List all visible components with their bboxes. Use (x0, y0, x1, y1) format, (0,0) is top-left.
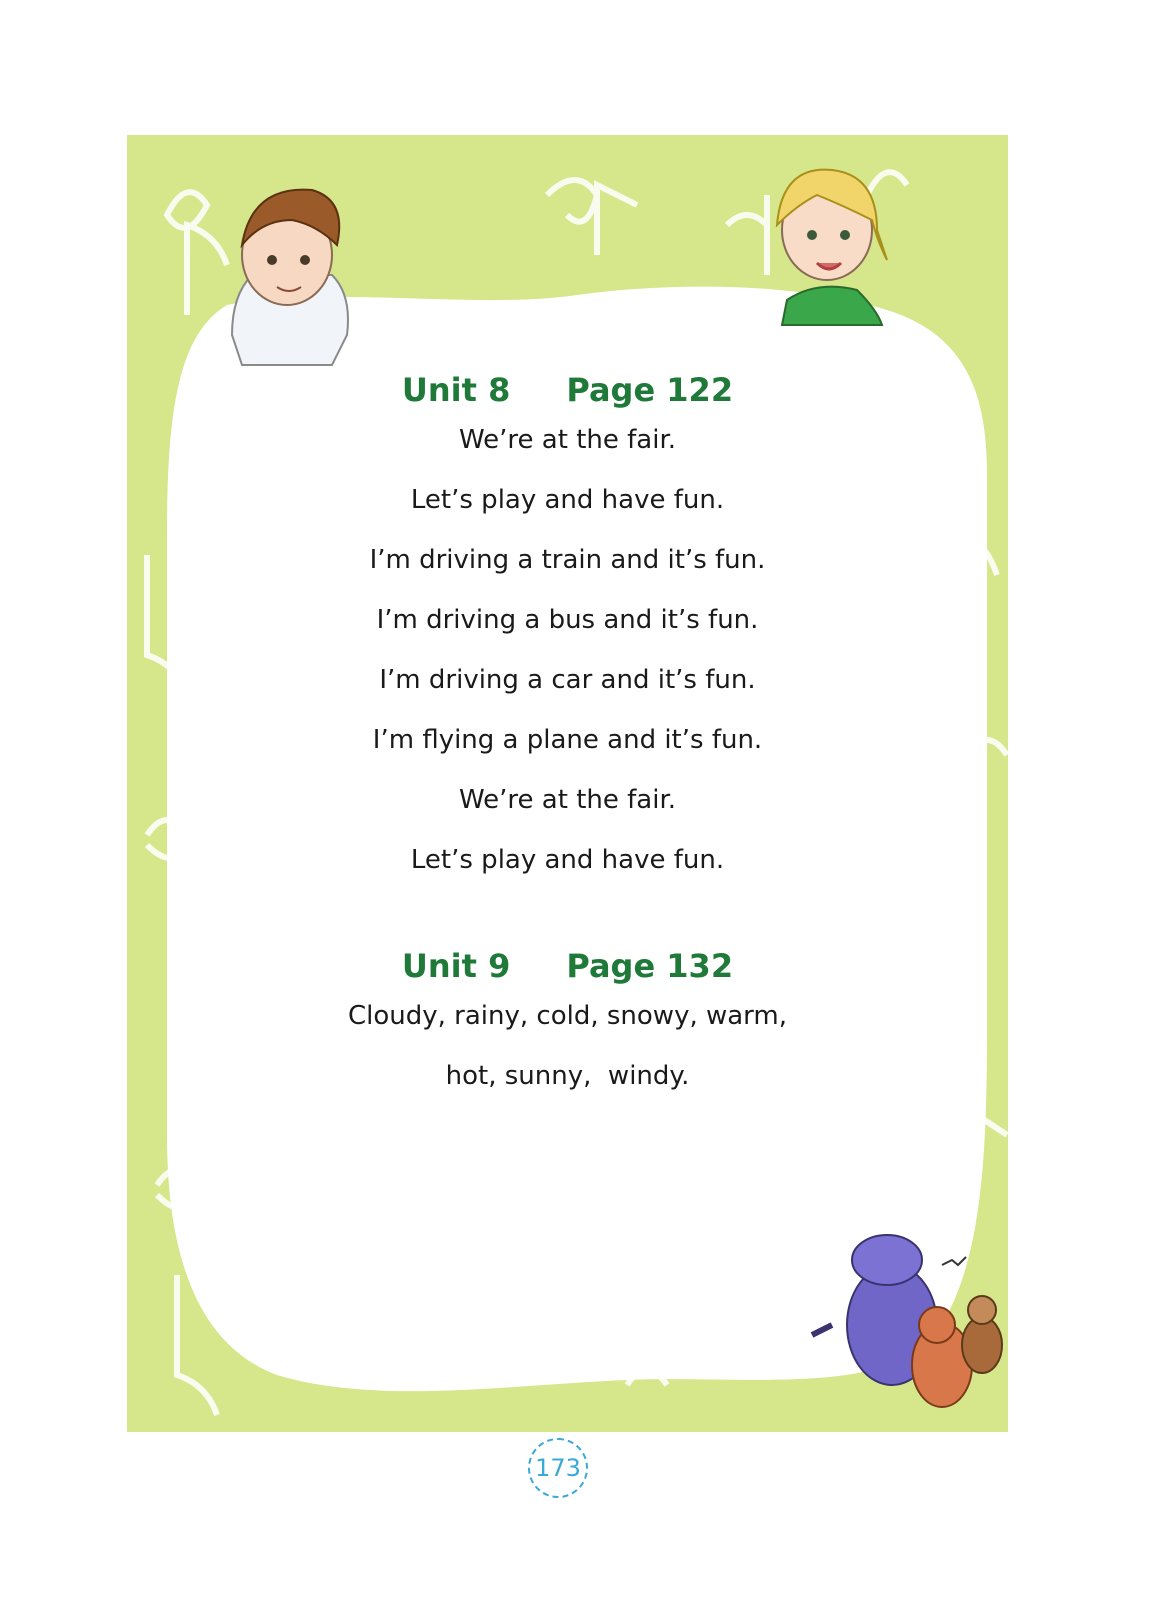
song-lyrics (127, 370, 1008, 1106)
lyric-line: We’re at the fair. (458, 785, 677, 815)
lyric-line: I’m flying a plane and it’s fun. (372, 725, 763, 755)
lyric-line: I’m driving a car and it’s fun. (379, 665, 756, 695)
page-label: Page 122 (566, 371, 734, 409)
page-label: Page 132 (566, 947, 734, 985)
unit-8-section (127, 370, 1008, 890)
unit-heading (127, 370, 1008, 410)
boy-illustration (232, 190, 348, 365)
unit-label: Unit 9 (401, 947, 511, 985)
unit-label: Unit 8 (401, 371, 511, 409)
lyric-line: We’re at the fair. (458, 425, 677, 455)
lyric-line: hot, sunny, windy. (445, 1061, 690, 1091)
unit-9-section (127, 946, 1008, 1106)
lyric-line: Cloudy, rainy, cold, snowy, warm, (347, 1001, 788, 1031)
lyric-line: Let’s play and have fun. (410, 845, 725, 875)
unit-heading (127, 946, 1008, 986)
lyric-line: I’m driving a bus and it’s fun. (376, 605, 759, 635)
lyric-line: Let’s play and have fun. (410, 485, 725, 515)
lyric-line: I’m driving a train and it’s fun. (369, 545, 766, 575)
page-number: 173 (528, 1438, 588, 1498)
